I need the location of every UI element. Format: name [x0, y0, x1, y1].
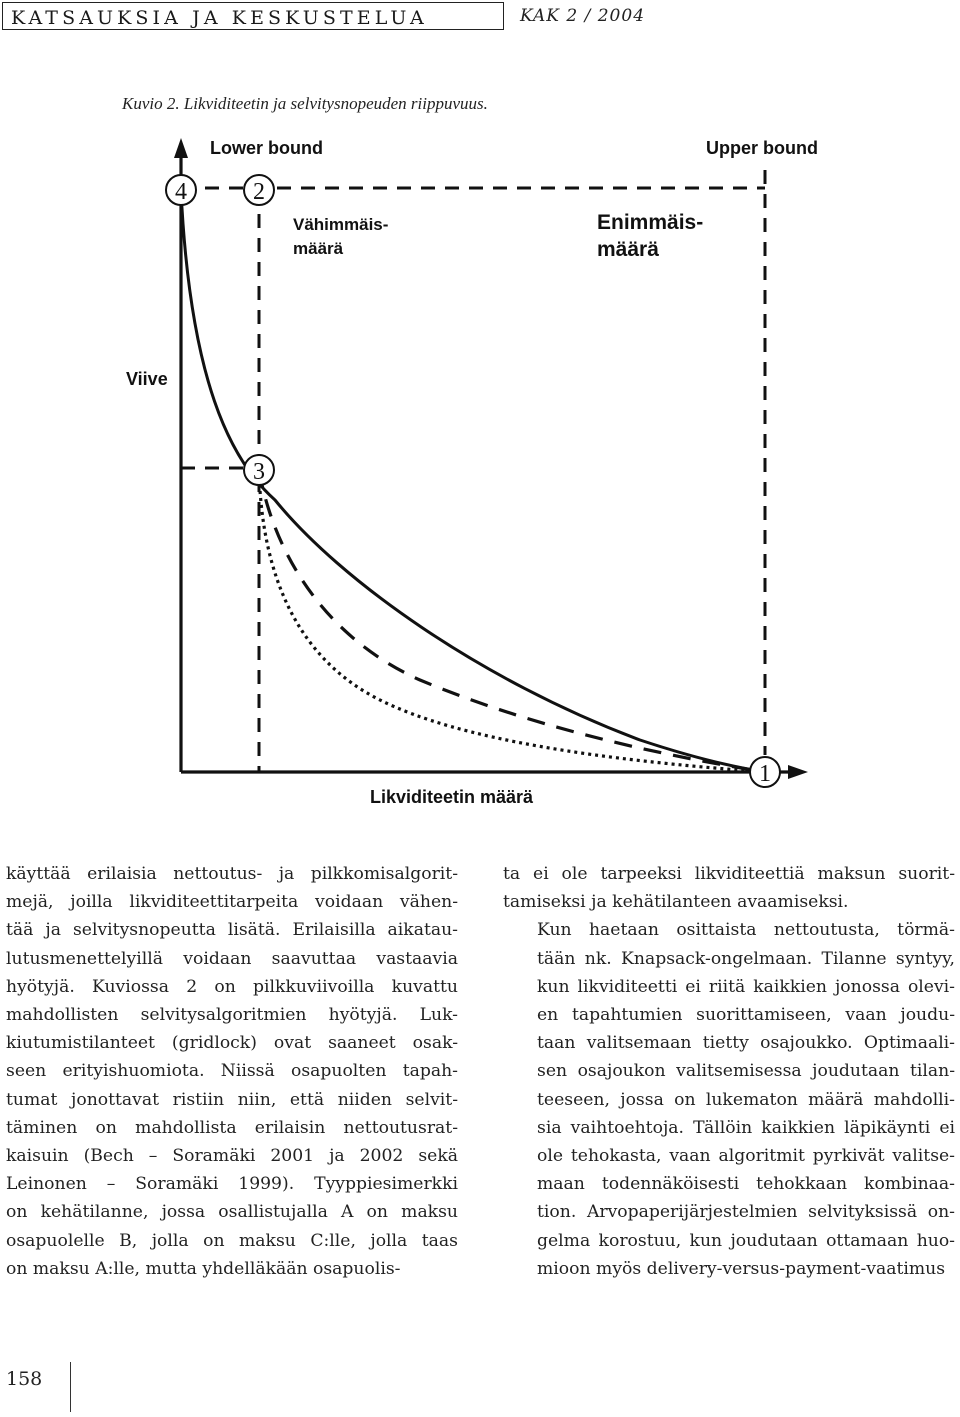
y-axis-arrowhead [174, 138, 188, 158]
figure-caption: Kuvio 2. Likviditeetin ja selvitysnopeuden riippuvuus. [122, 94, 488, 113]
text-line: taan valitsemaan tietty osajoukko. Optimaali- [537, 1033, 955, 1054]
text-line: seen erityishuomiota. Niissä osapuolten tapah- [6, 1061, 458, 1082]
point-1 [750, 757, 780, 787]
text-line: on kehätilanne, jossa osallistujalla A on maksu [6, 1202, 458, 1223]
text-line: on maksu A:lle, mutta yhdelläkään osapuolis- [6, 1258, 401, 1279]
x-axis-arrowhead [788, 765, 808, 779]
x-axis-label: Likviditeetin määrä [370, 787, 534, 807]
issue-label: KAK 2 / 2004 [520, 6, 646, 26]
point-3 [244, 455, 274, 485]
text-line: tään nk. Knapsack-ongelmaan. Tilanne syntyy, [537, 948, 955, 969]
text-line: lutusmenettelyillä voidaan saavuttaa vastaavia [6, 948, 458, 969]
page-number: 158 [6, 1368, 43, 1390]
left-paragraph [6, 860, 458, 1283]
text-line: gelma korostuu, kun joudutaan ottamaan huo- [537, 1230, 955, 1251]
text-line: ta ei ole tarpeeksi likviditeettiä maksun suorit- [503, 864, 955, 884]
point-2-label: 2 [253, 179, 265, 205]
text-line: hyötyjä. Kuviossa 2 on pilkkuviivoilla kuvattu [6, 976, 458, 997]
text-line: kaisuin (Bech – Soramäki 2001 ja 2002 sekä [6, 1146, 458, 1167]
text-line: en tapahtumien suorittamiseen, vaan joudu- [537, 1005, 955, 1026]
text-line: Leinonen – Soramäki 1999). Tyyppiesimerkki [6, 1174, 458, 1195]
text-line: sia vaihtoehtoja. Tällöin kaikkien läpikäynti ei [537, 1117, 955, 1138]
right-paragraph-2 [503, 916, 955, 1283]
text-line: käyttää erilaisia nettoutus- ja pilkkomisalgorit- [6, 864, 458, 884]
text-line: tumat jonottavat ristiin niin, että niiden selvit- [6, 1089, 458, 1110]
text-line: teeseen, jossa on lukematon määrä mahdolli- [537, 1089, 955, 1110]
footer-rule [70, 1362, 71, 1412]
minimum-amount-label-line2: määrä [293, 239, 344, 258]
point-2 [244, 175, 274, 205]
lower-bound-label: Lower bound [210, 138, 323, 158]
minimum-amount-label-line1: Vähimmäis- [293, 215, 389, 234]
text-line: tamiseksi ja kehätilanteen avaamiseksi. [503, 892, 849, 913]
text-line: täminen on mahdollista erilaisin nettoutusrat- [6, 1117, 458, 1138]
y-axis-label: Viive [126, 369, 168, 389]
point-3-label: 3 [253, 459, 265, 485]
text-line: ole tehokasta, vaan algoritmit pyrkivät valitse- [537, 1146, 955, 1167]
text-line: mioon myös delivery-versus-payment-vaatimus [537, 1258, 946, 1279]
point-1-label: 1 [759, 761, 771, 787]
text-line: mejä, joilla likviditeettitarpeita voidaan vähen- [6, 892, 458, 913]
dashed-curve [259, 470, 765, 772]
left-text-column [6, 860, 458, 1283]
right-paragraph-1 [503, 860, 955, 916]
text-line: tion. Arvopaperijärjestelmien selvityksissä on- [537, 1202, 955, 1223]
right-text-column [503, 860, 955, 1283]
maximum-amount-label-line2: määrä [597, 238, 659, 261]
point-4 [166, 175, 196, 205]
text-line: osapuolelle B, jolla on maksu C:lle, jolla taas [6, 1230, 458, 1251]
section-title: KATSAUKSIA JA KESKUSTELUA [11, 7, 428, 29]
text-line: mahdollisten selvitysalgoritmien hyötyjä. Luk- [6, 1005, 458, 1026]
text-line: Kun haetaan osittaista nettoutusta, törmä- [537, 920, 955, 941]
text-line: kun likviditeetti ei riitä kaikkien jonossa olevi- [537, 976, 955, 997]
maximum-amount-label-line1: Enimmäis- [597, 211, 704, 234]
dotted-curve [259, 470, 765, 772]
upper-bound-label: Upper bound [706, 138, 818, 158]
text-line: maan todennäköisesti tehokkaan kombinaa- [537, 1174, 955, 1195]
text-line: tää ja selvitysnopeutta lisätä. Erilaisilla aikatau- [6, 920, 458, 941]
text-line: kiutumistilanteet (gridlock) ovat saaneet osak- [6, 1033, 458, 1054]
text-line: sen osajoukon valitsemisessa joudutaan tilan- [537, 1061, 955, 1082]
point-4-label: 4 [175, 179, 187, 205]
